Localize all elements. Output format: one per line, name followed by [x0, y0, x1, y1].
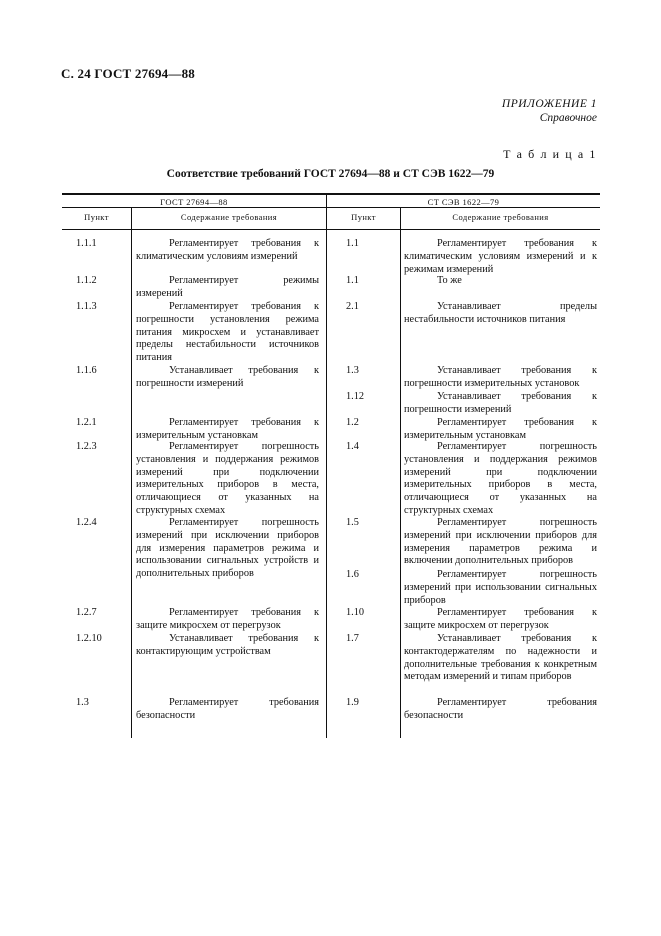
page-header: С. 24 ГОСТ 27694—88	[61, 66, 195, 81]
gost-point: 1.2.4	[76, 517, 97, 528]
table-title: Соответствие требований ГОСТ 27694—88 и СТ СЭВ 1622—79	[166, 168, 495, 180]
stsev-requirement: Устанавливает требования к контактодержателям по надежности и дополнительные требования к конкретным методам измерений и типам приборов	[404, 633, 597, 683]
table-top-rule	[62, 193, 600, 195]
stsev-requirement: Регламентирует погрешность измерений при исключении приборов для измерения параметров режима и включении дополнительных приборов	[404, 517, 597, 567]
stsev-point: 1.4	[346, 441, 359, 452]
appendix-title: ПРИЛОЖЕНИЕ 1	[501, 98, 597, 110]
gost-point: 1.2.10	[76, 633, 102, 644]
column-header-point: Пункт	[351, 212, 376, 222]
stsev-point: 1.5	[346, 517, 359, 528]
gost-point: 1.1.1	[76, 238, 97, 249]
stsev-requirement: Регламентирует требования безопасности	[404, 697, 597, 721]
table-divider-left	[131, 207, 132, 738]
gost-point: 1.1.3	[76, 301, 97, 312]
gost-requirement: Регламентирует требования безопасности	[136, 697, 319, 721]
stsev-requirement: Регламентирует требования к измерительным установкам	[404, 417, 597, 441]
stsev-point: 1.3	[346, 365, 359, 376]
gost-requirement: Регламентирует погрешность измерений при исключении приборов для измерения параметров режима и использовании сигнальных устройств и дополнительных приборов	[136, 517, 319, 580]
stsev-point: 1.2	[346, 417, 359, 428]
gost-requirement: Устанавливает требования к погрешности измерений	[136, 365, 319, 389]
gost-point: 1.2.3	[76, 441, 97, 452]
gost-point: 1.1.6	[76, 365, 97, 376]
gost-requirement: Устанавливает требования к контактирующим устройствам	[136, 633, 319, 657]
gost-column-group: ГОСТ 27694—88	[160, 197, 228, 207]
stsev-point: 1.10	[346, 607, 365, 618]
column-header-content: Содержание требования	[452, 212, 549, 222]
table-divider-right	[400, 207, 401, 738]
stsev-point: 1.12	[346, 391, 365, 402]
gost-requirement: Регламентирует погрешность установления и поддержания режимов измерений при подключении измерительных приборов в места, отличающиеся от указанных на структурных схемах	[136, 441, 319, 516]
stsev-requirement: Регламентирует требования к защите микросхем от перегрузок	[404, 607, 597, 631]
stsev-requirement: То же	[437, 275, 462, 286]
stsev-point: 1.9	[346, 697, 359, 708]
stsev-point: 2.1	[346, 301, 359, 312]
gost-point: 1.2.1	[76, 417, 97, 428]
stsev-requirement: Устанавливает пределы нестабильности источников питания	[404, 301, 597, 325]
gost-point: 1.3	[76, 697, 89, 708]
appendix-subtitle: Справочное	[539, 112, 597, 124]
table-label: Т а б л и ц а 1	[503, 147, 597, 161]
table-group-rule	[62, 207, 600, 208]
stsev-requirement: Регламентирует погрешность установления и поддержания режимов измерений при подключении измерительных приборов в места, отличающиеся от указанных на структурных схемах	[404, 441, 597, 516]
column-header-content: Содержание требования	[180, 212, 278, 222]
stsev-requirement: Устанавливает требования к погрешности измерений	[404, 391, 597, 415]
gost-requirement: Регламентирует требования к погрешности установления режима питания микросхем и устанавливает пределы нестабильности источников питания	[136, 301, 319, 364]
appendix-label	[502, 97, 597, 125]
stsev-requirement: Устанавливает требования к погрешности измерительных установок	[404, 365, 597, 389]
gost-requirement: Регламентирует режимы измерений	[136, 275, 319, 299]
gost-point: 1.1.2	[76, 275, 97, 286]
column-header-point: Пункт	[84, 212, 109, 222]
gost-requirement: Регламентирует требования к измерительным установкам	[136, 417, 319, 441]
stsev-point: 1.7	[346, 633, 359, 644]
stsev-point: 1.6	[346, 569, 359, 580]
table-center-divider	[326, 193, 327, 738]
gost-requirement: Регламентирует требования к климатическим условиям измерений	[136, 238, 319, 262]
stsev-point: 1.1	[346, 275, 359, 286]
stsev-column-group: СТ СЭВ 1622—79	[427, 197, 500, 207]
stsev-requirement: Регламентирует требования к климатическим условиям измерений и к режимам измерений	[404, 238, 597, 275]
gost-point: 1.2.7	[76, 607, 97, 618]
stsev-requirement: Регламентирует погрешность измерений при использовании сигнальных приборов	[404, 569, 597, 606]
gost-requirement: Регламентирует требования к защите микросхем от перегрузок	[136, 607, 319, 631]
stsev-point: 1.1	[346, 238, 359, 249]
table-header-rule	[62, 229, 600, 230]
